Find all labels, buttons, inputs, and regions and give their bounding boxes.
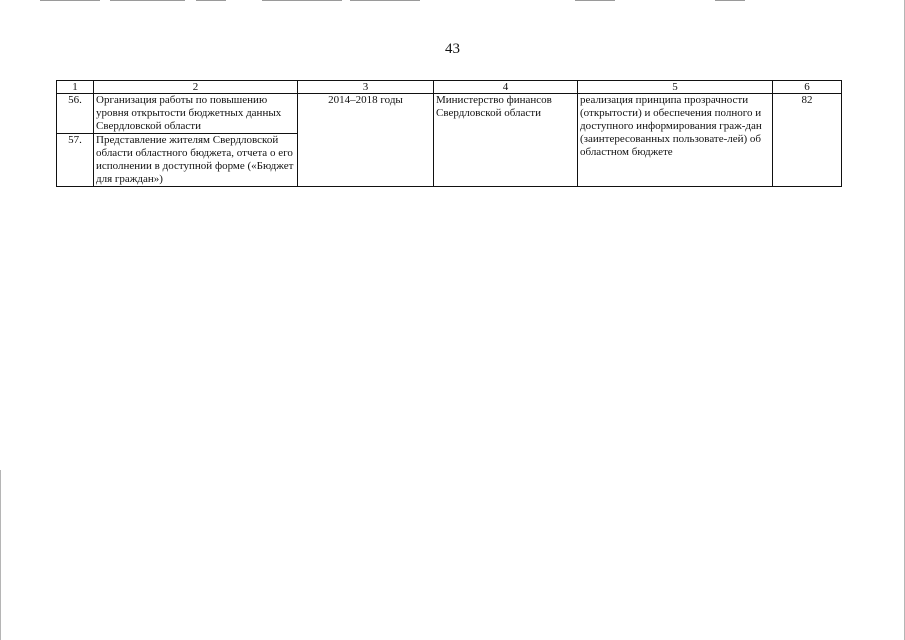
result-cell: реализация принципа прозрачности (открытости) и обеспечения полного и доступного информирования граж-дан (заинтересованных пользовате-лей) об областном бюджете	[578, 94, 773, 187]
scan-artifact	[350, 0, 420, 1]
page-number: 43	[445, 41, 460, 57]
column-number-5: 5	[578, 81, 773, 94]
row-number: 57.	[57, 134, 94, 187]
column-number-1: 1	[57, 81, 94, 94]
scan-artifact	[262, 0, 342, 1]
scan-artifact	[196, 0, 226, 1]
row-number: 56.	[57, 94, 94, 134]
scan-artifact	[40, 0, 100, 1]
column-number-4: 4	[434, 81, 578, 94]
activity-cell: Представление жителям Свердловской области областного бюджета, отчета о его исполнении в доступной форме («Бюджет для граждан»)	[94, 134, 298, 187]
executor-cell: Министерство финансов Свердловской области	[434, 94, 578, 187]
scan-artifact	[715, 0, 745, 1]
scan-artifact	[110, 0, 185, 1]
table-row	[57, 94, 842, 134]
column-number-2: 2	[94, 81, 298, 94]
column-number-6: 6	[773, 81, 842, 94]
reference-cell: 82	[773, 94, 842, 187]
activity-cell: Организация работы по повышению уровня открытости бюджетных данных Свердловской области	[94, 94, 298, 134]
column-number-row	[57, 81, 842, 94]
column-number-3: 3	[298, 81, 434, 94]
scan-artifact	[575, 0, 615, 1]
scan-artifact	[0, 470, 1, 640]
period-cell: 2014–2018 годы	[298, 94, 434, 187]
action-plan-table	[56, 80, 842, 187]
